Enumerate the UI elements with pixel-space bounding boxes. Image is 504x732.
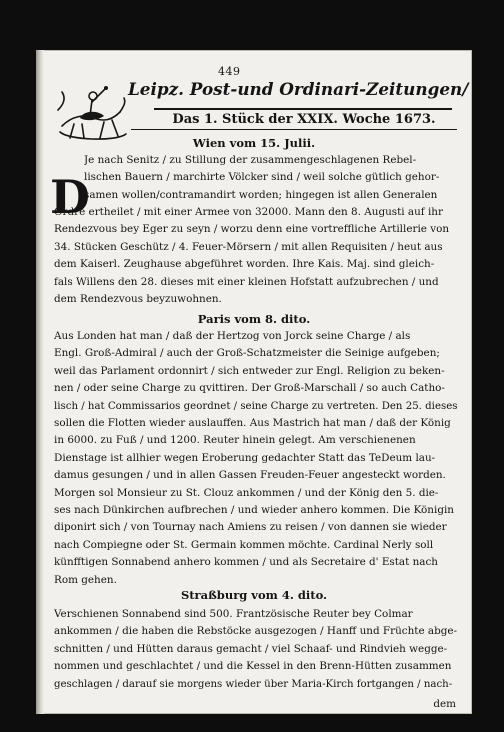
article-line: schnitten / und Hütten daraus gemacht / viel Schaaf- und Rindvieh wegge- [54,642,448,655]
drop-capital: D [50,170,90,224]
article-line: weil das Parlament ordonnirt / sich entweder zur Engl. Religion zu beken- [54,364,445,377]
article-line: Je nach Senitz / zu Stillung der zusammengeschlagenen Rebel- [84,154,417,166]
article-line: diponirt sich / von Tournay nach Amiens zu reisen / von dannen sie wieder [54,521,447,534]
article-dateline: Straßburg vom 4. dito. [180,588,328,602]
catchword: dem [433,698,456,710]
article-line: Engl. Groß-Admiral / auch der Groß-Schatzmeister die Seinige aufgeben; [54,347,440,360]
article-line: Verschienen Sonnabend sind 500. Frantzösische Reuter bey Colmar [54,608,413,620]
issue-subtitle: Das 1. Stück der XXIX. Woche 1673. [172,112,436,127]
article-line: damus gesungen / und in allen Gassen Freuden-Feuer angesteckt worden. [54,469,446,482]
article-line: sollen die Flotten wieder auslauffen. Aus Mastrich hat man / daß der König [54,417,451,430]
newspaper-title: Leipz. Post-und Ordinari-Zeitungen/ [128,79,469,99]
article-dateline: Paris vom 8. dito. [197,312,311,326]
article-dateline: Wien vom 15. Julii. [192,136,316,150]
article-body [54,328,458,589]
article-line: Aus Londen hat man / daß der Hertzog von Jorck seine Charge / als [54,330,411,342]
article-line: nen / oder seine Charge zu qvittiren. Der Groß-Marschall / so auch Catho- [54,382,445,395]
article-line: 34. Stücken Geschütz / 4. Feuer-Mörsern / mit allen Requisiten / heut aus [54,240,443,253]
article-line: nommen und geschlachtet / und die Kessel in den Brenn-Hütten zusammen [54,660,452,673]
page-number [218,65,241,78]
article-line: nach Compiegne oder St. Germain kommen möchte. Cardinal Nerly soll [54,538,434,551]
article-body [54,204,458,308]
article-line: lisch / hat Commissarios geordnet / seine Charge zu vertreten. Den 25. dieses [54,400,458,412]
article-line: lischen Bauern / marchirte Völcker sind / weil solche gütlich gehor- [84,171,440,184]
page-number-text: 449 [218,65,241,78]
article-line: Dienstage ist allhier wegen Eroberung gedachter Statt das TeDeum lau- [54,451,436,464]
article-line: Morgen sol Monsieur zu St. Clouz ankommen / und der König den 5. die- [54,486,439,499]
subtitle-rule [131,129,457,130]
newspaper-page [36,50,472,714]
article-line: Ordre ertheilet / mit einer Armee von 32000. Mann den 8. Augusti auf ihr [54,206,443,218]
article-body [54,606,458,693]
article-line: samen wollen/contramandirt worden; hingegen ist allen Generalen [84,188,438,201]
article-line: dem Rendezvous beyzuwohnen. [54,293,222,306]
article-line: künfftigen Sonnabend anhero kommen / und als Secretaire d' Estat nach [54,556,438,569]
article-line: ankommen / die haben die Rebstöcke ausgezogen / Hanff und Früchte abge- [54,625,458,638]
rider-emblem-icon [54,80,132,142]
article-line: dem Kaiserl. Zeughause abgeführet worden. Ihre Kais. Maj. sind gleich- [54,258,435,271]
article-line: ses nach Dünkirchen aufbrechen / und wieder anhero kommen. Die Königin [54,504,454,517]
article-line: Rom gehen. [54,573,117,586]
article-line: in 6000. zu Fuß / und 1200. Reuter hinein gelegt. Am verschienenen [54,434,416,447]
article-line: fals Willens den 28. dieses mit einer kleinen Hofstatt aufzubrechen / und [54,275,439,288]
article-body [84,152,458,204]
title-rule [154,108,452,110]
article-line: Rendezvous bey Eger zu seyn / worzu denn eine vortreffliche Artillerie von [54,223,450,236]
article-line: geschlagen / darauf sie morgens wieder über Maria-Kirch fortgangen / nach- [54,678,453,690]
